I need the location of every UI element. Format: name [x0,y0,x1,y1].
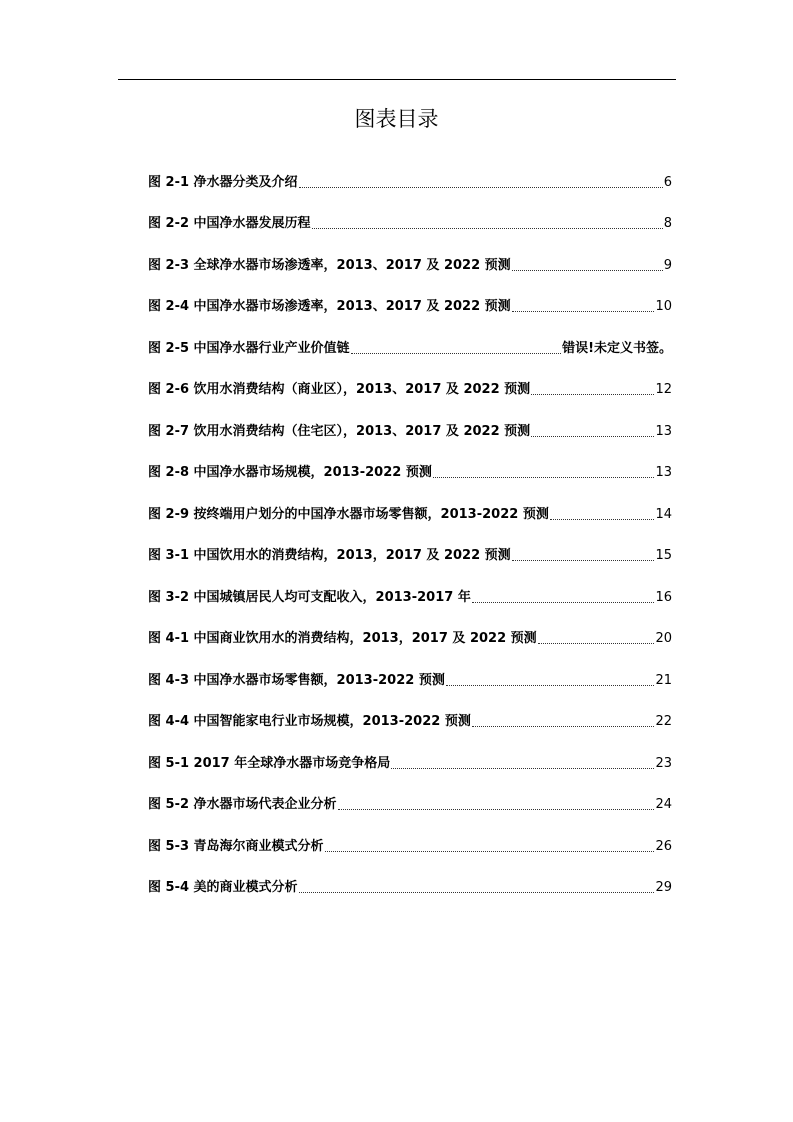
toc-entry-label[interactable]: 图 2-7 饮用水消费结构（住宅区），2013、2017 及 2022 预测 [148,423,531,439]
toc-entry-page: 22 [655,714,672,729]
toc-entry-page: 15 [655,548,672,563]
toc-entry-label[interactable]: 图 2-6 饮用水消费结构（商业区），2013、2017 及 2022 预测 [148,382,531,397]
toc-entry-label[interactable]: 图 2-8 中国净水器市场规模，2013-2022 预测 [148,465,432,480]
toc-entry[interactable] [148,441,672,483]
dot-leader [531,394,654,395]
page-title: 图表目录 [354,107,439,131]
dot-leader [472,602,655,603]
toc-entry-page: 6 [663,174,672,190]
toc-entry-label[interactable]: 图 4-1 中国商业饮用水的消费结构，2013，2017 及 2022 预测 [148,631,537,646]
dot-leader [433,477,655,478]
dot-leader [531,436,654,437]
dot-leader [550,519,655,520]
toc-entry[interactable] [148,690,672,732]
toc-entry[interactable] [148,482,672,524]
toc-entry[interactable] [148,316,672,358]
dot-leader [446,685,655,686]
toc-entry-page: 8 [663,216,672,231]
toc-entry-page: 16 [655,589,672,605]
toc-entry-label[interactable]: 图 4-3 中国净水器市场零售额，2013-2022 预测 [148,672,445,688]
toc-entry-label[interactable]: 图 4-4 中国智能家电行业市场规模，2013-2022 预测 [148,714,471,729]
figure-list [148,150,672,897]
toc-entry-label[interactable]: 图 2-9 按终端用户划分的中国净水器市场零售额，2013-2022 预测 [148,506,549,522]
toc-entry-page: 21 [655,672,672,688]
dot-leader [512,560,655,561]
dot-leader [538,643,655,644]
toc-entry[interactable] [148,731,672,773]
dot-leader [299,187,663,188]
toc-entry-page: 23 [655,755,672,771]
toc-entry-label[interactable]: 图 2-4 中国净水器市场渗透率，2013、2017 及 2022 预测 [148,299,511,314]
toc-entry-label[interactable]: 图 3-1 中国饮用水的消费结构，2013，2017 及 2022 预测 [148,548,511,563]
toc-entry[interactable] [148,233,672,275]
toc-entry[interactable] [148,275,672,317]
toc-entry-label[interactable]: 图 2-1 净水器分类及介绍 [148,174,298,190]
toc-entry[interactable] [148,565,672,607]
toc-entry[interactable] [148,192,672,234]
toc-entry-label[interactable]: 图 5-4 美的商业模式分析 [148,880,298,895]
toc-entry-page: 13 [655,465,672,480]
toc-entry[interactable] [148,399,672,441]
toc-entry[interactable] [148,648,672,690]
toc-entry-page: 13 [655,423,672,439]
dot-leader [325,851,655,852]
dot-leader [351,353,562,354]
dot-leader [512,270,663,271]
toc-entry-label[interactable]: 图 2-3 全球净水器市场渗透率，2013、2017 及 2022 预测 [148,257,511,273]
toc-entry-label[interactable]: 图 5-2 净水器市场代表企业分析 [148,797,337,812]
dot-leader [472,726,655,727]
toc-entry[interactable] [148,607,672,649]
toc-entry-page: 错误!未定义书签。 [562,340,672,356]
toc-entry-page: 29 [655,880,672,895]
dot-leader [299,892,655,893]
header-rule [118,79,676,80]
toc-entry[interactable] [148,524,672,566]
dot-leader [391,768,654,769]
toc-entry-label[interactable]: 图 2-5 中国净水器行业产业价值链 [148,340,350,356]
toc-entry[interactable] [148,358,672,400]
toc-entry-label[interactable]: 图 5-1 2017 年全球净水器市场竞争格局 [148,755,391,771]
toc-entry-page: 14 [655,506,672,522]
toc-entry[interactable] [148,773,672,815]
toc-entry[interactable] [148,856,672,898]
dot-leader [312,228,663,229]
toc-entry-label[interactable]: 图 5-3 青岛海尔商业模式分析 [148,838,324,854]
toc-entry-page: 20 [655,631,672,646]
toc-entry-page: 26 [655,838,672,854]
dot-leader [512,311,655,312]
toc-entry[interactable] [148,814,672,856]
toc-entry-label[interactable]: 图 2-2 中国净水器发展历程 [148,216,311,231]
toc-entry-label[interactable]: 图 3-2 中国城镇居民人均可支配收入，2013-2017 年 [148,589,471,605]
toc-entry-page: 24 [655,797,672,812]
toc-entry[interactable] [148,150,672,192]
dot-leader [338,809,655,810]
toc-entry-page: 12 [655,382,672,397]
toc-entry-page: 9 [663,257,672,273]
toc-entry-page: 10 [655,299,672,314]
